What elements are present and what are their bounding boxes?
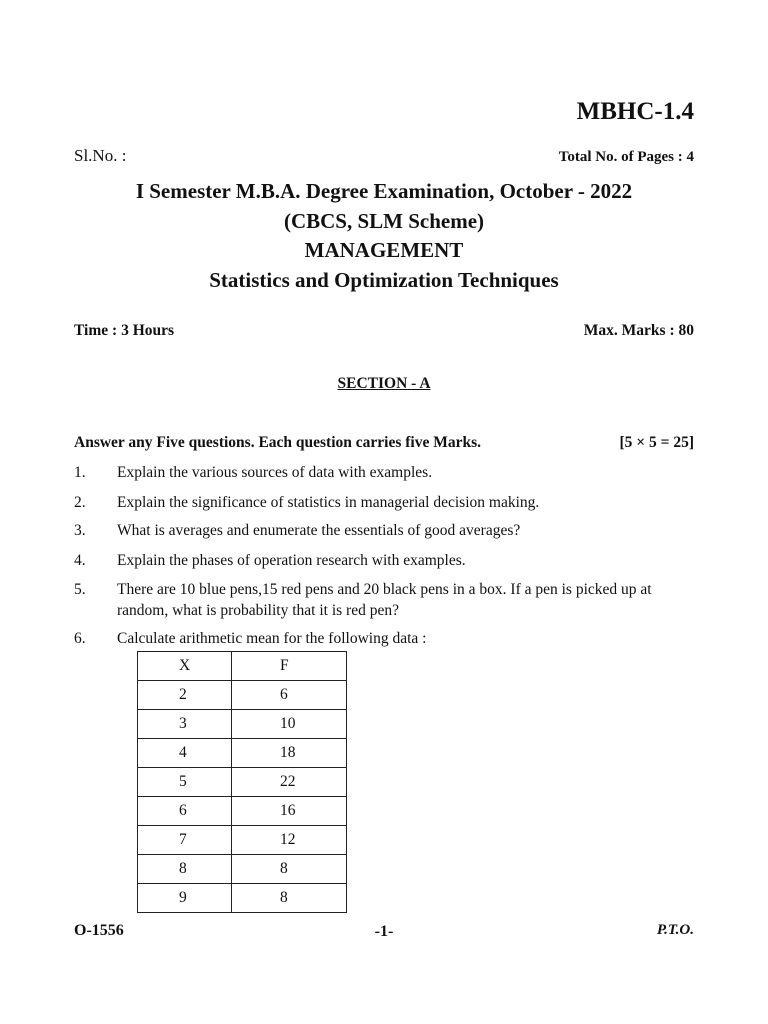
paper-code: MBHC-1.4 xyxy=(576,98,694,125)
footer-code: O-1556 xyxy=(74,922,124,939)
frequency-table xyxy=(137,651,347,913)
table-row xyxy=(138,681,347,710)
total-pages: Total No. of Pages : 4 xyxy=(558,149,694,165)
table-cell: 8 xyxy=(232,855,347,884)
question-number: 2. xyxy=(74,494,86,511)
question-text: Explain the significance of statistics in managerial decision making. xyxy=(117,494,540,511)
table-row xyxy=(138,797,347,826)
table-cell: 8 xyxy=(138,855,232,884)
question-text: What is averages and enumerate the essentials of good averages? xyxy=(117,522,521,539)
exam-title: I Semester M.B.A. Degree Examination, October - 2022 xyxy=(135,179,633,203)
column-header-f: F xyxy=(232,652,347,681)
table-cell: 22 xyxy=(232,768,347,797)
table-cell: 3 xyxy=(138,710,232,739)
table-header-row xyxy=(138,652,347,681)
table-cell: 4 xyxy=(138,739,232,768)
section-heading: SECTION - A xyxy=(337,375,431,392)
question-text: Calculate arithmetic mean for the following data : xyxy=(117,630,427,647)
table-cell: 2 xyxy=(138,681,232,710)
column-header-x: X xyxy=(138,652,232,681)
question-item xyxy=(74,462,694,483)
table-row xyxy=(138,884,347,913)
table-row xyxy=(138,710,347,739)
question-item xyxy=(74,579,694,621)
exam-time: Time : 3 Hours xyxy=(74,322,175,339)
question-number: 6. xyxy=(74,630,86,647)
question-item xyxy=(74,520,694,541)
question-number: 3. xyxy=(74,522,86,539)
table-cell: 7 xyxy=(138,826,232,855)
table-cell: 6 xyxy=(232,681,347,710)
serial-number-label: Sl.No. : xyxy=(74,146,127,165)
exam-subject: MANAGEMENT xyxy=(304,238,464,262)
question-text: Explain the various sources of data with examples. xyxy=(117,464,433,481)
table-cell: 5 xyxy=(138,768,232,797)
max-marks: Max. Marks : 80 xyxy=(583,322,694,339)
question-text: Explain the phases of operation research with examples. xyxy=(117,552,466,569)
question-text: There are 10 blue pens,15 red pens and 20 black pens in a box. If a pen is picked up at random, what is probability that it is red pen? xyxy=(117,581,652,619)
table-cell: 18 xyxy=(232,739,347,768)
table-cell: 8 xyxy=(232,884,347,913)
table-cell: 10 xyxy=(232,710,347,739)
question-item xyxy=(74,628,694,649)
table-cell: 9 xyxy=(138,884,232,913)
table-row xyxy=(138,768,347,797)
question-number: 4. xyxy=(74,552,86,569)
footer-page-number: -1- xyxy=(374,923,394,940)
marks-allocation: [5 × 5 = 25] xyxy=(619,434,694,451)
question-number: 1. xyxy=(74,464,86,481)
table-cell: 16 xyxy=(232,797,347,826)
question-number: 5. xyxy=(74,581,86,598)
table-row xyxy=(138,855,347,884)
exam-scheme: (CBCS, SLM Scheme) xyxy=(283,209,485,233)
course-title: Statistics and Optimization Techniques xyxy=(209,268,559,292)
question-item xyxy=(74,492,694,513)
table-row xyxy=(138,826,347,855)
table-cell: 12 xyxy=(232,826,347,855)
table-cell: 6 xyxy=(138,797,232,826)
question-item xyxy=(74,550,694,571)
table-row xyxy=(138,739,347,768)
section-instruction: Answer any Five questions. Each question carries five Marks. xyxy=(74,434,482,451)
footer-pto: P.T.O. xyxy=(656,922,694,938)
